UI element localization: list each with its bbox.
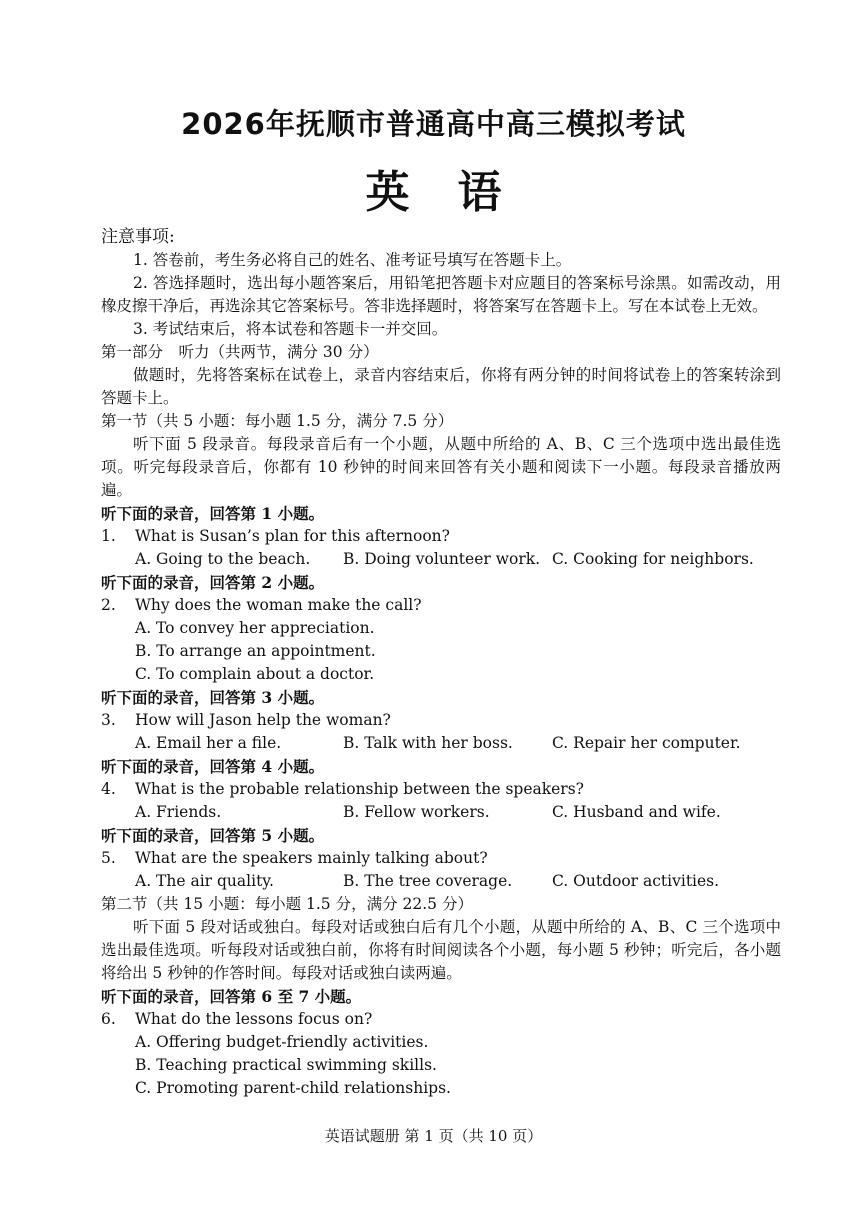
listening-prompt: 听下面的录音，回答第 2 小题。 [101, 573, 325, 592]
notice-item: 1. 答卷前，考生务必将自己的姓名、准考证号填写在答题卡上。 [133, 251, 572, 269]
page-content [101, 226, 781, 1100]
option-c: C. Repair her computer. [552, 734, 741, 752]
notice-item: 2. 答选择题时，选出每小题答案后，用铅笔把答题卡对应题目的答案标号涂黑。如需改动，用橡皮擦干净后，再选涂其它答案标号。答非选择题时，将答案写在答题卡上。写在本试卷上无效。 [101, 274, 781, 315]
question-text: What is Susan’s plan for this afternoon? [135, 527, 450, 545]
question-2 [101, 594, 781, 617]
section2-instruction: 听下面 5 段对话或独白。每段对话或独白后有几个小题，从题中所给的 A、B、C 三个选项中选出最佳选项。听每段对话或独白前，你将有时间阅读各个小题，每小题 5 秒钟；听完后，各小题将给出 5 秒钟的作答时间。每段对话或独白读两遍。 [101, 918, 781, 982]
listening-prompt: 听下面的录音，回答第 1 小题。 [101, 504, 325, 523]
part1-instruction: 做题时，先将答案标在试卷上，录音内容结束后，你将有两分钟的时间将试卷上的答案转涂到答题卡上。 [101, 366, 781, 407]
page-footer: 英语试题册 第 1 页（共 10 页） [324, 1127, 543, 1145]
question-text: How will Jason help the woman? [135, 711, 391, 729]
question-number: 6. [101, 1010, 116, 1028]
section1-heading: 第一节（共 5 小题：每小题 1.5 分，满分 7.5 分） [101, 412, 454, 430]
question-number: 1. [101, 527, 116, 545]
listening-prompt: 听下面的录音，回答第 3 小题。 [101, 688, 325, 707]
option-a: A. Going to the beach. [135, 550, 311, 568]
question-text: What is the probable relationship between the speakers? [135, 780, 584, 798]
option-a: A. Friends. [135, 803, 222, 821]
options-row [101, 548, 781, 571]
notice-item: 3. 考试结束后，将本试卷和答题卡一并交回。 [133, 320, 448, 338]
section2-heading: 第二节（共 15 小题：每小题 1.5 分，满分 22.5 分） [101, 895, 473, 913]
part1-heading: 第一部分 听力（共两节，满分 30 分） [101, 343, 379, 361]
options-row [101, 801, 781, 824]
subject-title: 英语 [365, 167, 550, 218]
option-b: B. Doing volunteer work. [343, 550, 541, 568]
question-number: 2. [101, 596, 116, 614]
option-a: A. To convey her appreciation. [135, 619, 375, 637]
question-5 [101, 847, 781, 870]
exam-title: 2026年抚顺市普通高中高三模拟考试 [181, 107, 686, 141]
option-c: C. Husband and wife. [552, 803, 721, 821]
question-1 [101, 525, 781, 548]
options-row [101, 870, 781, 893]
option-a: A. The air quality. [135, 872, 274, 890]
option-c: C. Cooking for neighbors. [552, 550, 754, 568]
section1-instruction: 听下面 5 段录音。每段录音后有一个小题，从题中所给的 A、B、C 三个选项中选出最佳选项。听完每段录音后，你都有 10 秒钟的时间来回答有关小题和阅读下一小题。每段录音播放两遍。 [101, 435, 781, 499]
question-4 [101, 778, 781, 801]
listening-prompt: 听下面的录音，回答第 5 小题。 [101, 826, 325, 845]
options-row [101, 732, 781, 755]
option-c: C. To complain about a doctor. [135, 665, 375, 683]
question-6 [101, 1008, 781, 1031]
question-number: 3. [101, 711, 116, 729]
option-b: B. Teaching practical swimming skills. [135, 1056, 437, 1074]
option-b: B. Fellow workers. [343, 803, 490, 821]
option-c: C. Promoting parent-child relationships. [135, 1079, 451, 1097]
question-text: What are the speakers mainly talking about? [135, 849, 488, 867]
option-a: A. Email her a file. [135, 734, 282, 752]
option-b: B. Talk with her boss. [343, 734, 513, 752]
question-number: 5. [101, 849, 116, 867]
question-number: 4. [101, 780, 116, 798]
listening-prompt: 听下面的录音，回答第 6 至 7 小题。 [101, 987, 362, 1006]
option-b: B. To arrange an appointment. [135, 642, 376, 660]
question-text: Why does the woman make the call? [135, 596, 422, 614]
question-3 [101, 709, 781, 732]
option-a: A. Offering budget-friendly activities. [135, 1033, 429, 1051]
listening-prompt: 听下面的录音，回答第 4 小题。 [101, 757, 325, 776]
notice-title: 注意事项: [101, 227, 175, 247]
question-text: What do the lessons focus on? [135, 1010, 373, 1028]
option-b: B. The tree coverage. [343, 872, 513, 890]
option-c: C. Outdoor activities. [552, 872, 720, 890]
